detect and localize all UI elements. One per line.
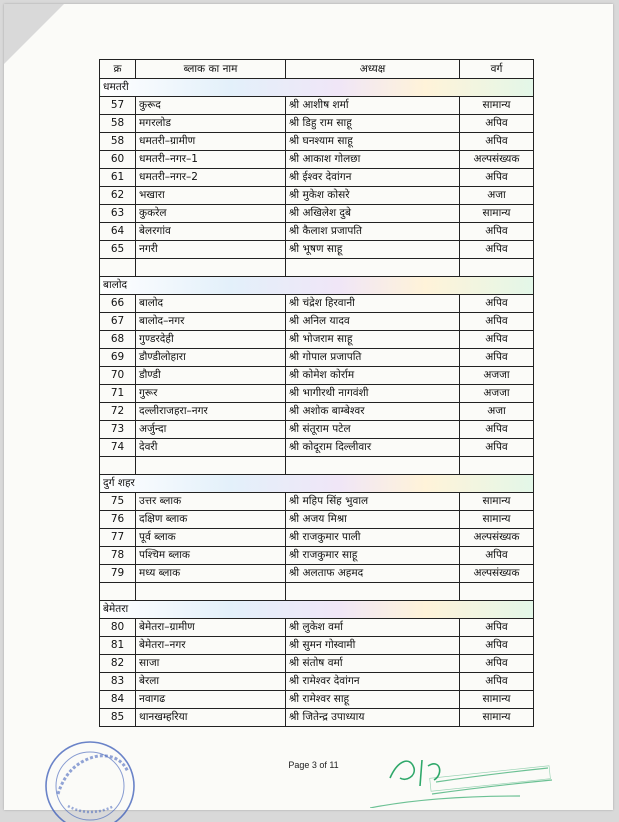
serial-no-cell: 72 (100, 403, 136, 421)
block-name-cell: नगरी (136, 241, 286, 259)
block-name-cell: डौण्डी (136, 367, 286, 385)
block-name-cell: डौण्डीलोहारा (136, 349, 286, 367)
table-row (100, 367, 534, 385)
blank-cell (460, 457, 534, 475)
table-row (100, 511, 534, 529)
block-name-cell: पश्चिम ब्लाक (136, 547, 286, 565)
block-name-cell: साजा (136, 655, 286, 673)
serial-no-cell: 77 (100, 529, 136, 547)
table-row (100, 655, 534, 673)
category-cell: सामान्य (460, 205, 534, 223)
serial-no-cell: 70 (100, 367, 136, 385)
table-row (100, 169, 534, 187)
category-cell: अपिव (460, 655, 534, 673)
blank-cell (100, 457, 136, 475)
serial-no-cell: 83 (100, 673, 136, 691)
president-cell: श्री भूषण साहू (286, 241, 460, 259)
president-cell: श्री राजकुमार साहू (286, 547, 460, 565)
serial-no-cell: 81 (100, 637, 136, 655)
president-cell: श्री राजकुमार पाली (286, 529, 460, 547)
category-cell: अजजा (460, 385, 534, 403)
president-cell: श्री अखिलेश दुबे (286, 205, 460, 223)
serial-no-cell: 84 (100, 691, 136, 709)
block-name-cell: पूर्व ब्लाक (136, 529, 286, 547)
president-cell: श्री अजय मिश्रा (286, 511, 460, 529)
president-cell: श्री भोजराम साहू (286, 331, 460, 349)
table-row (100, 331, 534, 349)
table-row (100, 187, 534, 205)
president-cell: श्री रामेश्वर देवांगन (286, 673, 460, 691)
table-row (100, 115, 534, 133)
block-name-cell: दल्लीराजहरा–नगर (136, 403, 286, 421)
category-cell: अपिव (460, 547, 534, 565)
president-cell: श्री ईश्वर देवांगन (286, 169, 460, 187)
serial-no-cell: 78 (100, 547, 136, 565)
category-cell: सामान्य (460, 97, 534, 115)
block-name-cell: धमतरी–नगर–1 (136, 151, 286, 169)
serial-no-cell: 65 (100, 241, 136, 259)
serial-no-cell: 66 (100, 295, 136, 313)
category-cell: अजा (460, 403, 534, 421)
page-corner-fold (4, 4, 64, 64)
table-row (100, 223, 534, 241)
block-name-cell: मध्य ब्लाक (136, 565, 286, 583)
blank-cell (136, 457, 286, 475)
category-cell: अपिव (460, 331, 534, 349)
category-cell: अपिव (460, 115, 534, 133)
block-name-cell: गुरूर (136, 385, 286, 403)
table-row (100, 421, 534, 439)
serial-no-cell: 64 (100, 223, 136, 241)
table-row (100, 385, 534, 403)
block-name-cell: देवरी (136, 439, 286, 457)
serial-no-cell: 57 (100, 97, 136, 115)
serial-no-cell: 79 (100, 565, 136, 583)
table-row (100, 97, 534, 115)
category-cell: अपिव (460, 223, 534, 241)
category-cell: अपिव (460, 241, 534, 259)
serial-no-cell: 71 (100, 385, 136, 403)
table-row (100, 709, 534, 727)
president-cell: श्री भागीरथी नागवंशी (286, 385, 460, 403)
blank-cell (286, 583, 460, 601)
table-row (100, 547, 534, 565)
district-name: दुर्ग शहर (100, 475, 534, 493)
president-cell: श्री आशीष शर्मा (286, 97, 460, 115)
serial-no-cell: 76 (100, 511, 136, 529)
category-cell: अपिव (460, 349, 534, 367)
table-row (100, 133, 534, 151)
president-cell: श्री संतूराम पटेल (286, 421, 460, 439)
district-header-row (100, 277, 534, 295)
serial-no-cell: 69 (100, 349, 136, 367)
category-cell: अपिव (460, 169, 534, 187)
president-cell: श्री रामेश्वर साहू (286, 691, 460, 709)
blank-cell (286, 259, 460, 277)
table-row (100, 493, 534, 511)
category-cell: सामान्य (460, 691, 534, 709)
table-row (100, 403, 534, 421)
category-cell: अल्पसंख्यक (460, 565, 534, 583)
category-cell: सामान्य (460, 709, 534, 727)
president-cell: श्री सुमन गोस्वामी (286, 637, 460, 655)
category-cell: अपिव (460, 439, 534, 457)
president-cell: श्री संतोष वर्मा (286, 655, 460, 673)
serial-no-cell: 74 (100, 439, 136, 457)
serial-no-cell: 68 (100, 331, 136, 349)
serial-no-cell: 58 (100, 133, 136, 151)
table-row (100, 349, 534, 367)
block-name-cell: बालोद–नगर (136, 313, 286, 331)
table-row (100, 529, 534, 547)
blank-separator-row (100, 259, 534, 277)
block-name-cell: कुकरेल (136, 205, 286, 223)
table-row (100, 151, 534, 169)
page-number: Page 3 of 11 (288, 760, 339, 770)
header-block-name: ब्लाक का नाम (136, 60, 286, 79)
blank-separator-row (100, 457, 534, 475)
block-name-cell: थानखम्हरिया (136, 709, 286, 727)
district-name: बालोद (100, 277, 534, 295)
district-name: धमतरी (100, 79, 534, 97)
president-cell: श्री जितेन्द्र उपाध्याय (286, 709, 460, 727)
header-serial-no: क्र (100, 60, 136, 79)
table-row (100, 295, 534, 313)
blank-cell (460, 259, 534, 277)
category-cell: अजा (460, 187, 534, 205)
table-row (100, 565, 534, 583)
blank-cell (460, 583, 534, 601)
president-cell: श्री डिहु राम साहू (286, 115, 460, 133)
president-cell: श्री अशोक बाम्बेश्वर (286, 403, 460, 421)
table-row (100, 637, 534, 655)
president-cell: श्री मुकेश कोसरे (286, 187, 460, 205)
district-header-row (100, 79, 534, 97)
block-name-cell: दक्षिण ब्लाक (136, 511, 286, 529)
category-cell: अपिव (460, 673, 534, 691)
blank-cell (100, 259, 136, 277)
serial-no-cell: 58 (100, 115, 136, 133)
table-row (100, 619, 534, 637)
table-body (100, 79, 534, 727)
block-name-cell: अर्जुन्दा (136, 421, 286, 439)
president-cell: श्री कैलाश प्रजापति (286, 223, 460, 241)
category-cell: अपिव (460, 313, 534, 331)
serial-no-cell: 85 (100, 709, 136, 727)
president-cell: श्री अलताफ अहमद (286, 565, 460, 583)
block-name-cell: गुण्डरदेही (136, 331, 286, 349)
blank-separator-row (100, 583, 534, 601)
serial-no-cell: 75 (100, 493, 136, 511)
serial-no-cell: 80 (100, 619, 136, 637)
signature-stamp (370, 738, 560, 808)
table-row (100, 691, 534, 709)
blank-cell (286, 457, 460, 475)
table-row (100, 205, 534, 223)
serial-no-cell: 63 (100, 205, 136, 223)
header-category: वर्ग (460, 60, 534, 79)
president-cell: श्री अनिल यादव (286, 313, 460, 331)
president-cell: श्री कोमेश कोर्राम (286, 367, 460, 385)
table-row (100, 241, 534, 259)
serial-no-cell: 60 (100, 151, 136, 169)
president-cell: श्री गोपाल प्रजापति (286, 349, 460, 367)
table-row (100, 439, 534, 457)
block-name-cell: बेमेतरा–नगर (136, 637, 286, 655)
category-cell: अपिव (460, 133, 534, 151)
header-president: अध्यक्ष (286, 60, 460, 79)
serial-no-cell: 73 (100, 421, 136, 439)
president-cell: श्री कोदूराम दिल्लीवार (286, 439, 460, 457)
serial-no-cell: 62 (100, 187, 136, 205)
serial-no-cell: 67 (100, 313, 136, 331)
category-cell: अपिव (460, 619, 534, 637)
block-name-cell: नवागढ (136, 691, 286, 709)
district-header-row (100, 601, 534, 619)
district-header-row (100, 475, 534, 493)
document-page (4, 4, 613, 810)
block-name-cell: बालोद (136, 295, 286, 313)
block-name-cell: धमतरी–ग्रामीण (136, 133, 286, 151)
category-cell: सामान्य (460, 511, 534, 529)
category-cell: सामान्य (460, 493, 534, 511)
block-name-cell: भखारा (136, 187, 286, 205)
district-name: बेमेतरा (100, 601, 534, 619)
category-cell: अपिव (460, 637, 534, 655)
category-cell: अपिव (460, 421, 534, 439)
block-name-cell: बेलरगांव (136, 223, 286, 241)
president-cell: श्री महिप सिंह भुवाल (286, 493, 460, 511)
block-name-cell: कुरूद (136, 97, 286, 115)
category-cell: अजजा (460, 367, 534, 385)
serial-no-cell: 61 (100, 169, 136, 187)
block-name-cell: बेमेतरा–ग्रामीण (136, 619, 286, 637)
blank-cell (136, 259, 286, 277)
blank-cell (100, 583, 136, 601)
category-cell: अल्पसंख्यक (460, 151, 534, 169)
serial-no-cell: 82 (100, 655, 136, 673)
block-name-cell: मगरलोड (136, 115, 286, 133)
block-name-cell: बेरला (136, 673, 286, 691)
block-presidents-table (99, 59, 534, 727)
table-row (100, 673, 534, 691)
president-cell: श्री आकाश गोलछा (286, 151, 460, 169)
president-cell: श्री घनश्याम साहू (286, 133, 460, 151)
table-row (100, 313, 534, 331)
block-name-cell: उत्तर ब्लाक (136, 493, 286, 511)
category-cell: अल्पसंख्यक (460, 529, 534, 547)
president-cell: श्री लुकेश वर्मा (286, 619, 460, 637)
blank-cell (136, 583, 286, 601)
round-seal-stamp (28, 722, 158, 822)
table-header-row (100, 60, 534, 79)
president-cell: श्री चंद्रेश हिरवानी (286, 295, 460, 313)
block-name-cell: धमतरी–नगर–2 (136, 169, 286, 187)
category-cell: अपिव (460, 295, 534, 313)
